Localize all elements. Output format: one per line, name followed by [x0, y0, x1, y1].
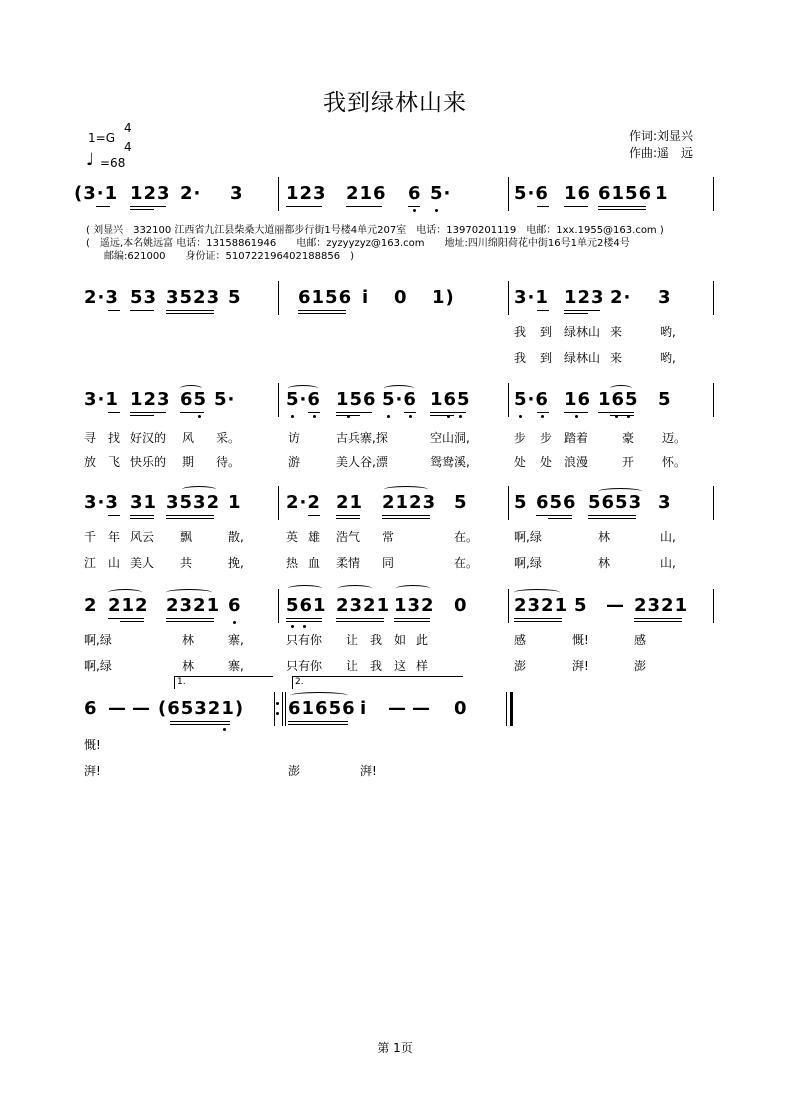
- underline: [120, 621, 144, 622]
- note-group: 3: [658, 287, 672, 308]
- slur: [108, 589, 142, 596]
- note-group: 5: [514, 492, 528, 513]
- note-group: 0: [394, 287, 408, 308]
- key-signature: 1=G: [88, 131, 115, 145]
- composer: 作曲:遥 远: [629, 146, 694, 160]
- note-group: 123: [564, 287, 605, 308]
- low-dot: [313, 415, 316, 418]
- lyric: 鸳鸯溪,: [430, 455, 470, 469]
- note-group: 5: [658, 389, 672, 410]
- note-group: 3532: [166, 492, 221, 513]
- lyric: 澎: [288, 764, 301, 778]
- lyric: 放: [84, 455, 97, 469]
- underline: [514, 621, 562, 622]
- low-dot: [303, 625, 306, 628]
- barline: [713, 281, 714, 315]
- slur: [610, 385, 632, 392]
- low-dot: [615, 415, 618, 418]
- underline: [564, 412, 588, 413]
- lyric: 绿林山: [564, 325, 601, 339]
- note-group: 3·1: [514, 287, 549, 308]
- low-dot: [541, 415, 544, 418]
- underline: [336, 618, 384, 619]
- lyric: 常: [382, 530, 395, 544]
- underline: [130, 310, 154, 311]
- tempo: =68: [100, 156, 126, 170]
- barline: [508, 589, 509, 623]
- lyric: 血: [308, 556, 321, 570]
- lyric: 待。: [216, 455, 241, 469]
- low-dot: [387, 415, 390, 418]
- underline: [130, 515, 154, 516]
- note-group: 656: [536, 492, 577, 513]
- underline: [537, 310, 549, 311]
- underline: [170, 721, 230, 722]
- lyric: 寨,: [228, 659, 244, 673]
- underline: [166, 310, 214, 311]
- score-row-3: [82, 383, 714, 469]
- low-dot: [447, 415, 450, 418]
- song-title: 我到绿林山来: [323, 90, 467, 116]
- lyric: 浩气: [336, 530, 361, 544]
- note-group: 132: [394, 595, 435, 616]
- lyric: 湃!: [84, 764, 101, 778]
- low-dot: [413, 209, 416, 212]
- contact-info-line1: ( 刘显兴 332100 江西省九江县柴桑大道丽都步行街1号楼4单元207室 电话：13970201119 电邮：1xx.1955@163.com ): [86, 225, 664, 236]
- lyric: 采。: [216, 431, 241, 445]
- note-group: 31: [130, 492, 158, 513]
- lyric: 散,: [228, 530, 244, 544]
- lyric: 慨!: [84, 738, 101, 752]
- note-group: (65321): [158, 698, 245, 719]
- lyric: 哟,: [660, 351, 676, 365]
- lyric: 山: [108, 556, 121, 570]
- slur: [288, 585, 322, 592]
- score-row-1: [74, 177, 714, 213]
- underline: [298, 313, 346, 314]
- low-dot: [435, 209, 438, 212]
- lyric: 山,: [660, 530, 676, 544]
- lyric: 我: [514, 351, 527, 365]
- underline: [180, 412, 204, 413]
- lyric: 美人谷,漂: [336, 455, 388, 469]
- lyric: 我: [370, 659, 383, 673]
- lyric: 哟,: [660, 325, 676, 339]
- lyric: 到: [540, 351, 553, 365]
- low-dot: [627, 415, 630, 418]
- lyric: 空山洞,: [430, 431, 470, 445]
- barline: [278, 281, 279, 315]
- lyric: 浪漫: [564, 455, 589, 469]
- lyric: 澎: [634, 659, 647, 673]
- underline: [382, 518, 430, 519]
- barline: [713, 177, 714, 211]
- lyric: 美人: [130, 556, 155, 570]
- lyric: 找: [108, 431, 121, 445]
- lyric: 古兵寨,探: [336, 431, 388, 445]
- slur: [180, 385, 202, 392]
- barline: [278, 486, 279, 520]
- underline: [108, 618, 144, 619]
- lyric: 期: [182, 455, 195, 469]
- lyric: 步: [540, 431, 553, 445]
- barline: [508, 177, 509, 211]
- lyric: 林: [598, 530, 611, 544]
- note-group: 216: [346, 183, 387, 204]
- lyric: 寻: [84, 431, 97, 445]
- lyric: 处: [514, 455, 527, 469]
- underline: [130, 206, 166, 207]
- lyric: 英: [286, 530, 299, 544]
- score-row-5: [82, 589, 714, 673]
- final-barline: [506, 692, 507, 726]
- underline: [336, 621, 384, 622]
- underline: [96, 206, 110, 207]
- note-group: 3·1: [84, 389, 119, 410]
- lyric: 飘: [180, 530, 193, 544]
- low-dot: [459, 415, 462, 418]
- note-group: 2123: [382, 492, 437, 513]
- lyric: 啊,绿: [84, 659, 112, 673]
- slur: [598, 488, 642, 495]
- low-dot: [409, 415, 412, 418]
- lyric: 来: [610, 351, 623, 365]
- note-group: —: [606, 595, 625, 616]
- underline: [130, 518, 154, 519]
- final-barline: [510, 692, 513, 726]
- underline: [598, 209, 646, 210]
- underline: [336, 412, 372, 413]
- underline: [598, 412, 634, 413]
- page-number: 第 1页: [377, 1041, 413, 1055]
- underline: [537, 412, 549, 413]
- barline: [278, 589, 279, 623]
- note-group: 1: [228, 492, 242, 513]
- lyric: 怀。: [662, 455, 687, 469]
- note-group: 61656: [288, 698, 356, 719]
- lyric: 迈。: [662, 431, 687, 445]
- underline: [430, 415, 454, 416]
- barline: [508, 281, 509, 315]
- underline: [536, 515, 572, 516]
- low-dot: [223, 728, 226, 731]
- note-group: 212: [108, 595, 149, 616]
- underline: [588, 518, 636, 519]
- note-group: 123: [130, 183, 171, 204]
- note-group: 5·6: [514, 183, 549, 204]
- low-dot: [291, 415, 294, 418]
- underline: [394, 621, 430, 622]
- lyric: 让: [346, 633, 359, 647]
- volta-1: 1.: [174, 676, 273, 689]
- note-group: 2·: [610, 287, 632, 308]
- low-dot: [233, 621, 236, 624]
- barline: [713, 486, 714, 520]
- underline: [288, 724, 348, 725]
- lyric: 如: [394, 633, 407, 647]
- low-dot: [575, 415, 578, 418]
- note-group: 0: [454, 698, 468, 719]
- lyric: 江: [84, 556, 97, 570]
- lyric: 挽,: [228, 556, 244, 570]
- note-group: 6156: [298, 287, 353, 308]
- lyric: 同: [382, 556, 395, 570]
- underline: [346, 206, 382, 207]
- lyric: 慨!: [572, 633, 589, 647]
- low-dot: [347, 415, 350, 418]
- slur: [514, 589, 560, 596]
- contact-info-line2: ( 遥远,本名姚远富 电话：13158861946 电邮：zyzyyzyz@163.com 地址:四川绵阳荷花中街16号1单元2楼4号: [86, 238, 630, 249]
- underline: [130, 209, 154, 210]
- underline: [308, 412, 320, 413]
- underline: [286, 621, 322, 622]
- lyric: 感: [514, 633, 527, 647]
- lyric: 开: [622, 455, 635, 469]
- slur: [396, 585, 430, 592]
- quarter-note-icon: ♩: [86, 150, 95, 170]
- note-group: 2·2: [286, 492, 321, 513]
- note-group: 53: [130, 287, 158, 308]
- underline: [166, 518, 214, 519]
- underline: [166, 515, 214, 516]
- lyric: 在。: [454, 530, 479, 544]
- note-group: 6156: [598, 183, 653, 204]
- lyric: 快乐的: [130, 455, 167, 469]
- lyric: 湃!: [360, 764, 377, 778]
- lyric: 啊,绿: [514, 556, 542, 570]
- note-group: 2: [84, 595, 98, 616]
- note-group: 2·3: [84, 287, 119, 308]
- note-group: 5·6: [382, 389, 417, 410]
- barline: [274, 692, 275, 726]
- underline: [610, 415, 634, 416]
- note-group: 1): [432, 287, 455, 308]
- note-group: 65: [180, 389, 208, 410]
- lyricist: 作词:刘显兴: [629, 129, 694, 143]
- underline: [286, 618, 322, 619]
- lyric: 林: [182, 633, 195, 647]
- note-group: 5: [574, 595, 588, 616]
- lyric: 让: [346, 659, 359, 673]
- underline: [130, 415, 154, 416]
- underline: [288, 721, 348, 722]
- note-group: 2321: [336, 595, 391, 616]
- underline: [108, 412, 120, 413]
- underline: [382, 515, 430, 516]
- underline: [166, 621, 214, 622]
- lyric: 在。: [454, 556, 479, 570]
- barline: [508, 486, 509, 520]
- lyric: 踏着: [564, 431, 589, 445]
- lyric: 热: [286, 556, 299, 570]
- underline: [548, 518, 572, 519]
- note-group: i: [362, 287, 370, 308]
- lyric: 处: [540, 455, 553, 469]
- contact-info-line3: 邮编:621000 身份证：510722196402188856 ): [104, 251, 354, 262]
- underline: [598, 206, 646, 207]
- lyric: 林: [598, 556, 611, 570]
- lyric: 此: [416, 633, 429, 647]
- lyric: 湃!: [572, 659, 589, 673]
- slur: [290, 692, 348, 699]
- note-group: 16: [564, 183, 592, 204]
- barline: [282, 692, 283, 726]
- low-dot: [198, 415, 201, 418]
- note-group: 3: [658, 492, 672, 513]
- low-dot: [519, 415, 522, 418]
- underline: [308, 515, 320, 516]
- barline: [285, 692, 286, 726]
- note-group: 21: [336, 492, 364, 513]
- lyric: 来: [610, 325, 623, 339]
- score-row-4: [82, 486, 714, 570]
- note-group: 16: [564, 389, 592, 410]
- barline: [508, 383, 509, 417]
- lyric: 绿林山: [564, 351, 601, 365]
- note-group: 6: [408, 183, 422, 204]
- lyric: 林: [182, 659, 195, 673]
- note-group: 165: [430, 389, 471, 410]
- underline: [108, 310, 120, 311]
- lyric: 柔情: [336, 556, 361, 570]
- lyric: 啊,绿: [514, 530, 542, 544]
- slur: [166, 589, 212, 596]
- underline: [537, 206, 549, 207]
- underline: [170, 724, 230, 725]
- note-group: —: [388, 698, 407, 719]
- note-group: 5653: [588, 492, 643, 513]
- underline: [408, 206, 420, 207]
- slur: [384, 385, 414, 392]
- note-group: —: [412, 698, 431, 719]
- volta-2: 2.: [292, 676, 463, 689]
- repeat-dot: [276, 702, 279, 705]
- lyric: 这: [394, 659, 407, 673]
- lyric: 千: [84, 530, 97, 544]
- barline: [278, 177, 279, 211]
- underline: [166, 618, 214, 619]
- note-group: 561: [286, 595, 327, 616]
- lyric: 山,: [660, 556, 676, 570]
- note-group: 6: [84, 698, 98, 719]
- slur: [384, 486, 428, 493]
- lyric: 豪: [622, 431, 635, 445]
- barline: [713, 383, 714, 417]
- note-group: 5·: [430, 183, 452, 204]
- underline: [564, 313, 588, 314]
- underline: [130, 412, 166, 413]
- underline: [564, 310, 600, 311]
- lyric: 共: [180, 556, 193, 570]
- lyric: 访: [288, 431, 301, 445]
- underline: [336, 518, 360, 519]
- lyric: 澎: [514, 659, 527, 673]
- slur: [182, 486, 216, 493]
- lyric: 好汉的: [130, 431, 167, 445]
- lyric: 雄: [308, 530, 321, 544]
- barline: [713, 589, 714, 623]
- note-group: 2321: [634, 595, 689, 616]
- barline: [278, 383, 279, 417]
- underline: [430, 412, 466, 413]
- underline: [404, 412, 416, 413]
- note-group: 165: [598, 389, 639, 410]
- score-row-6: [82, 677, 714, 778]
- underline: [514, 618, 562, 619]
- note-group: 5·6: [514, 389, 549, 410]
- underline: [634, 621, 682, 622]
- note-group: 2·: [180, 183, 202, 204]
- lyric: 年: [108, 530, 121, 544]
- lyric: 飞: [108, 455, 121, 469]
- underline: [564, 206, 588, 207]
- time-signature-bottom: 4: [124, 140, 132, 154]
- lyric: 游: [288, 455, 301, 469]
- note-group: 156: [336, 389, 377, 410]
- lyric: 风云: [130, 530, 155, 544]
- underline: [108, 515, 120, 516]
- note-group: 1: [655, 183, 669, 204]
- lyric: 我: [370, 633, 383, 647]
- lyric: 到: [540, 325, 553, 339]
- note-group: —: [132, 698, 151, 719]
- underline: [298, 310, 346, 311]
- note-group: 5: [454, 492, 468, 513]
- note-group: 6: [228, 595, 242, 616]
- note-group: 123: [130, 389, 171, 410]
- note-group: (3·1: [74, 183, 119, 204]
- slur: [338, 585, 372, 592]
- note-group: 5·: [214, 389, 236, 410]
- lyric: 风: [182, 431, 195, 445]
- note-group: 0: [454, 595, 468, 616]
- underline: [394, 618, 430, 619]
- underline: [166, 313, 214, 314]
- lyric: 只有你: [286, 659, 323, 673]
- underline: [286, 206, 322, 207]
- underline: [588, 515, 636, 516]
- repeat-dot: [276, 712, 279, 715]
- note-group: 123: [286, 183, 327, 204]
- note-group: i: [360, 698, 368, 719]
- underline: [336, 515, 360, 516]
- slur: [288, 385, 318, 392]
- lyric: 步: [514, 431, 527, 445]
- note-group: 2321: [514, 595, 569, 616]
- low-dot: [291, 625, 294, 628]
- lyric: 样: [416, 659, 429, 673]
- score-row-2: [82, 281, 714, 365]
- note-group: —: [108, 698, 127, 719]
- note-group: 3·3: [84, 492, 119, 513]
- note-group: 5: [228, 287, 242, 308]
- lyric: 啊,绿: [84, 633, 112, 647]
- lyric: 只有你: [286, 633, 323, 647]
- note-group: 2321: [166, 595, 221, 616]
- underline: [634, 618, 682, 619]
- time-signature-top: 4: [124, 121, 132, 135]
- lyric: 我: [514, 325, 527, 339]
- note-group: 5·6: [286, 389, 321, 410]
- lyric: 寨,: [228, 633, 244, 647]
- note-group: 3: [230, 183, 244, 204]
- lyric: 感: [634, 633, 647, 647]
- note-group: 3523: [166, 287, 221, 308]
